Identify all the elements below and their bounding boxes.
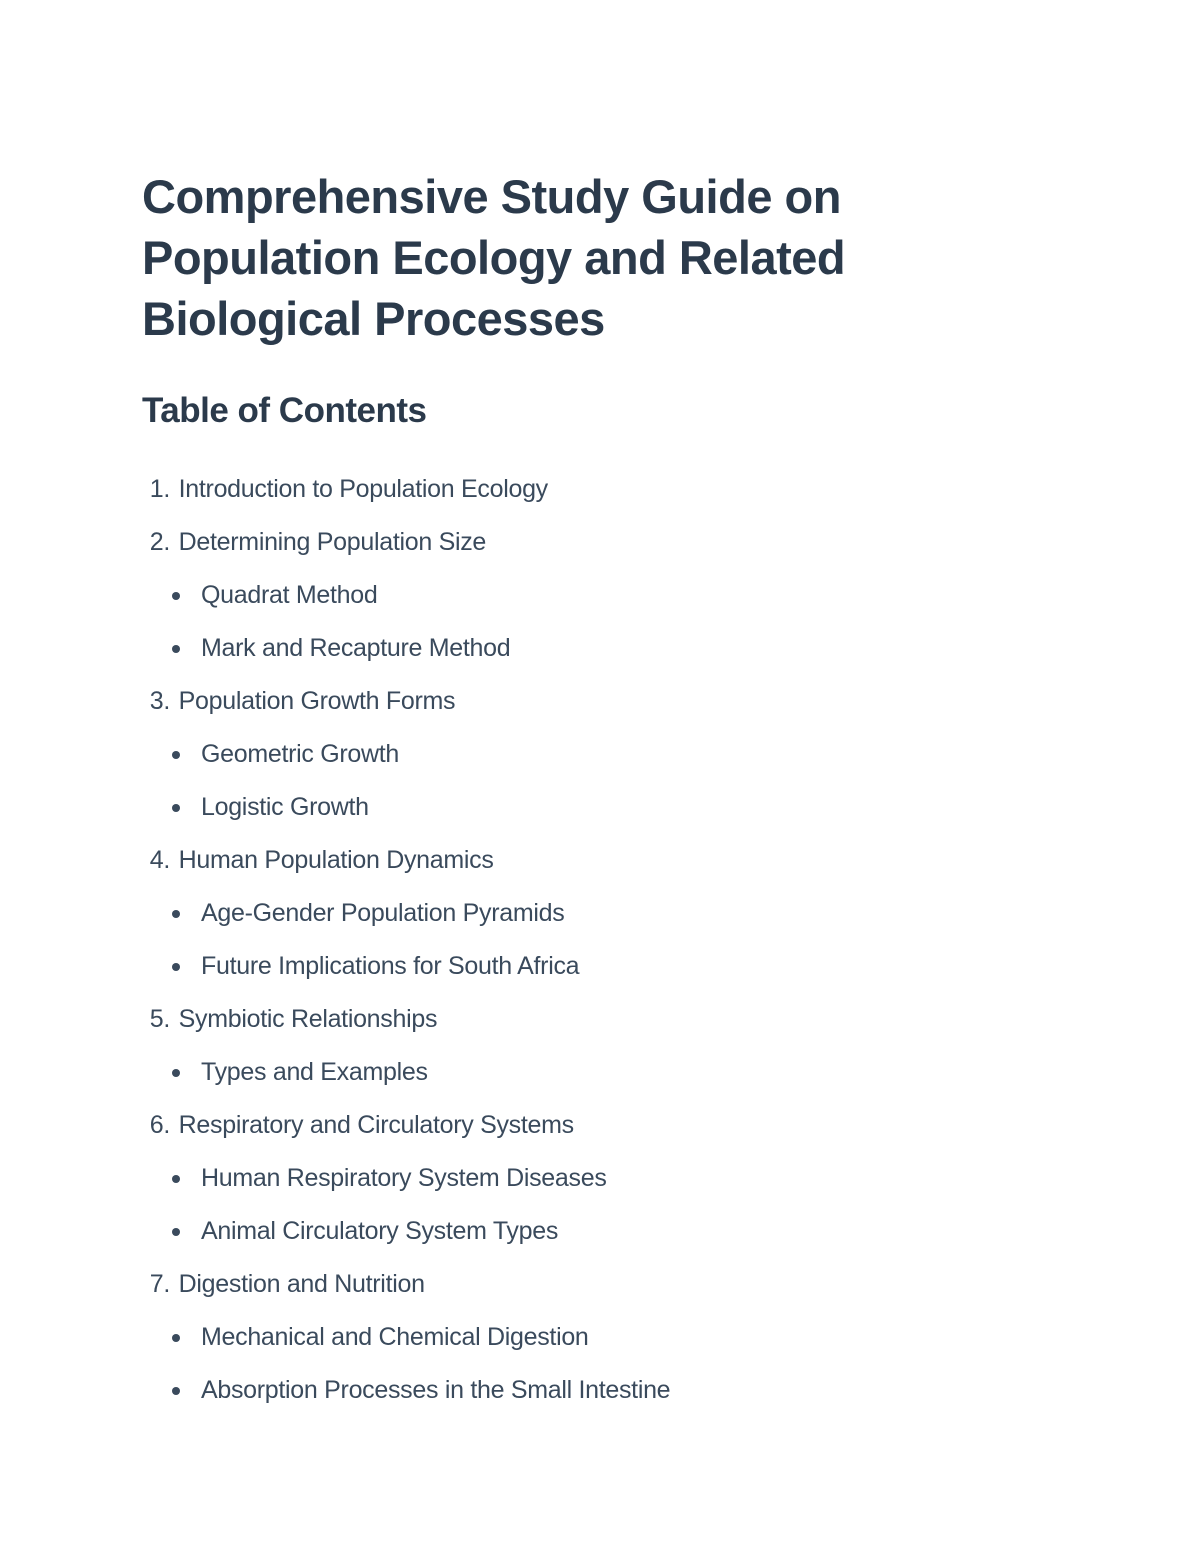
toc-subitem-label: Future Implications for South Africa [201,952,580,980]
toc-item-label: Introduction to Population Ecology [178,475,548,503]
toc-subitem[interactable] [142,1152,1042,1205]
toc-subitem[interactable] [142,1364,1042,1417]
toc-item-number: 6. [149,1111,170,1139]
toc-item-label: Determining Population Size [178,528,487,556]
toc-section [142,1099,1042,1258]
toc-sublist [142,887,1042,993]
toc-subitem-label: Absorption Processes in the Small Intestine [201,1376,671,1404]
toc-sublist [142,1152,1042,1258]
toc-subitem[interactable] [142,1046,1042,1099]
toc-subitem-label: Mechanical and Chemical Digestion [201,1323,589,1351]
toc-item-number: 4. [149,846,170,874]
toc-section [142,675,1042,834]
toc-section [142,463,1042,516]
bullet-icon [172,592,180,600]
toc-subitem-label: Age-Gender Population Pyramids [201,899,565,927]
toc-item-label: Digestion and Nutrition [178,1270,425,1298]
toc-subitem-label: Mark and Recapture Method [201,634,511,662]
bullet-icon [172,1069,180,1077]
toc-subitem[interactable] [142,1205,1042,1258]
toc-subitem-label: Quadrat Method [201,581,378,609]
toc-subitem[interactable] [142,569,1042,622]
toc-sublist [142,1046,1042,1099]
toc-subitem-label: Animal Circulatory System Types [201,1217,559,1245]
toc-item-label: Symbiotic Relationships [178,1005,438,1033]
toc-sublist [142,569,1042,675]
toc-item-label: Human Population Dynamics [178,846,494,874]
toc-item-number: 2. [149,528,170,556]
toc-subitem[interactable] [142,728,1042,781]
toc-item-number: 3. [149,687,170,715]
toc-item[interactable] [142,675,1042,728]
bullet-icon [172,645,180,653]
toc-section [142,993,1042,1099]
toc-item[interactable] [142,1258,1042,1311]
bullet-icon [172,1228,180,1236]
toc-subitem-label: Geometric Growth [201,740,400,768]
toc-subitem[interactable] [142,622,1042,675]
bullet-icon [172,751,180,759]
bullet-icon [172,1175,180,1183]
toc-subitem[interactable] [142,940,1042,993]
toc-subitem-label: Logistic Growth [201,793,369,821]
toc-heading: Table of Contents [142,391,427,430]
toc-subitem[interactable] [142,1311,1042,1364]
toc-item-number: 1. [149,475,170,503]
table-of-contents [142,463,1042,1417]
bullet-icon [172,910,180,918]
toc-item[interactable] [142,463,1042,516]
toc-subitem[interactable] [142,887,1042,940]
toc-subitem[interactable] [142,781,1042,834]
toc-item[interactable] [142,1099,1042,1152]
toc-subitem-label: Types and Examples [201,1058,428,1086]
toc-section [142,516,1042,675]
toc-subitem-label: Human Respiratory System Diseases [201,1164,607,1192]
document-page [142,166,1042,1417]
toc-section [142,1258,1042,1417]
toc-section [142,834,1042,993]
bullet-icon [172,804,180,812]
bullet-icon [172,1387,180,1395]
toc-sublist [142,1311,1042,1417]
toc-item-number: 7. [149,1270,170,1298]
toc-item-label: Respiratory and Circulatory Systems [178,1111,574,1139]
toc-item[interactable] [142,993,1042,1046]
toc-item[interactable] [142,834,1042,887]
document-title: Comprehensive Study Guide on Population Ecology and Related Biological Processes [142,170,846,345]
bullet-icon [172,963,180,971]
toc-item-label: Population Growth Forms [178,687,456,715]
toc-item[interactable] [142,516,1042,569]
bullet-icon [172,1334,180,1342]
toc-sublist [142,728,1042,834]
toc-item-number: 5. [149,1005,170,1033]
